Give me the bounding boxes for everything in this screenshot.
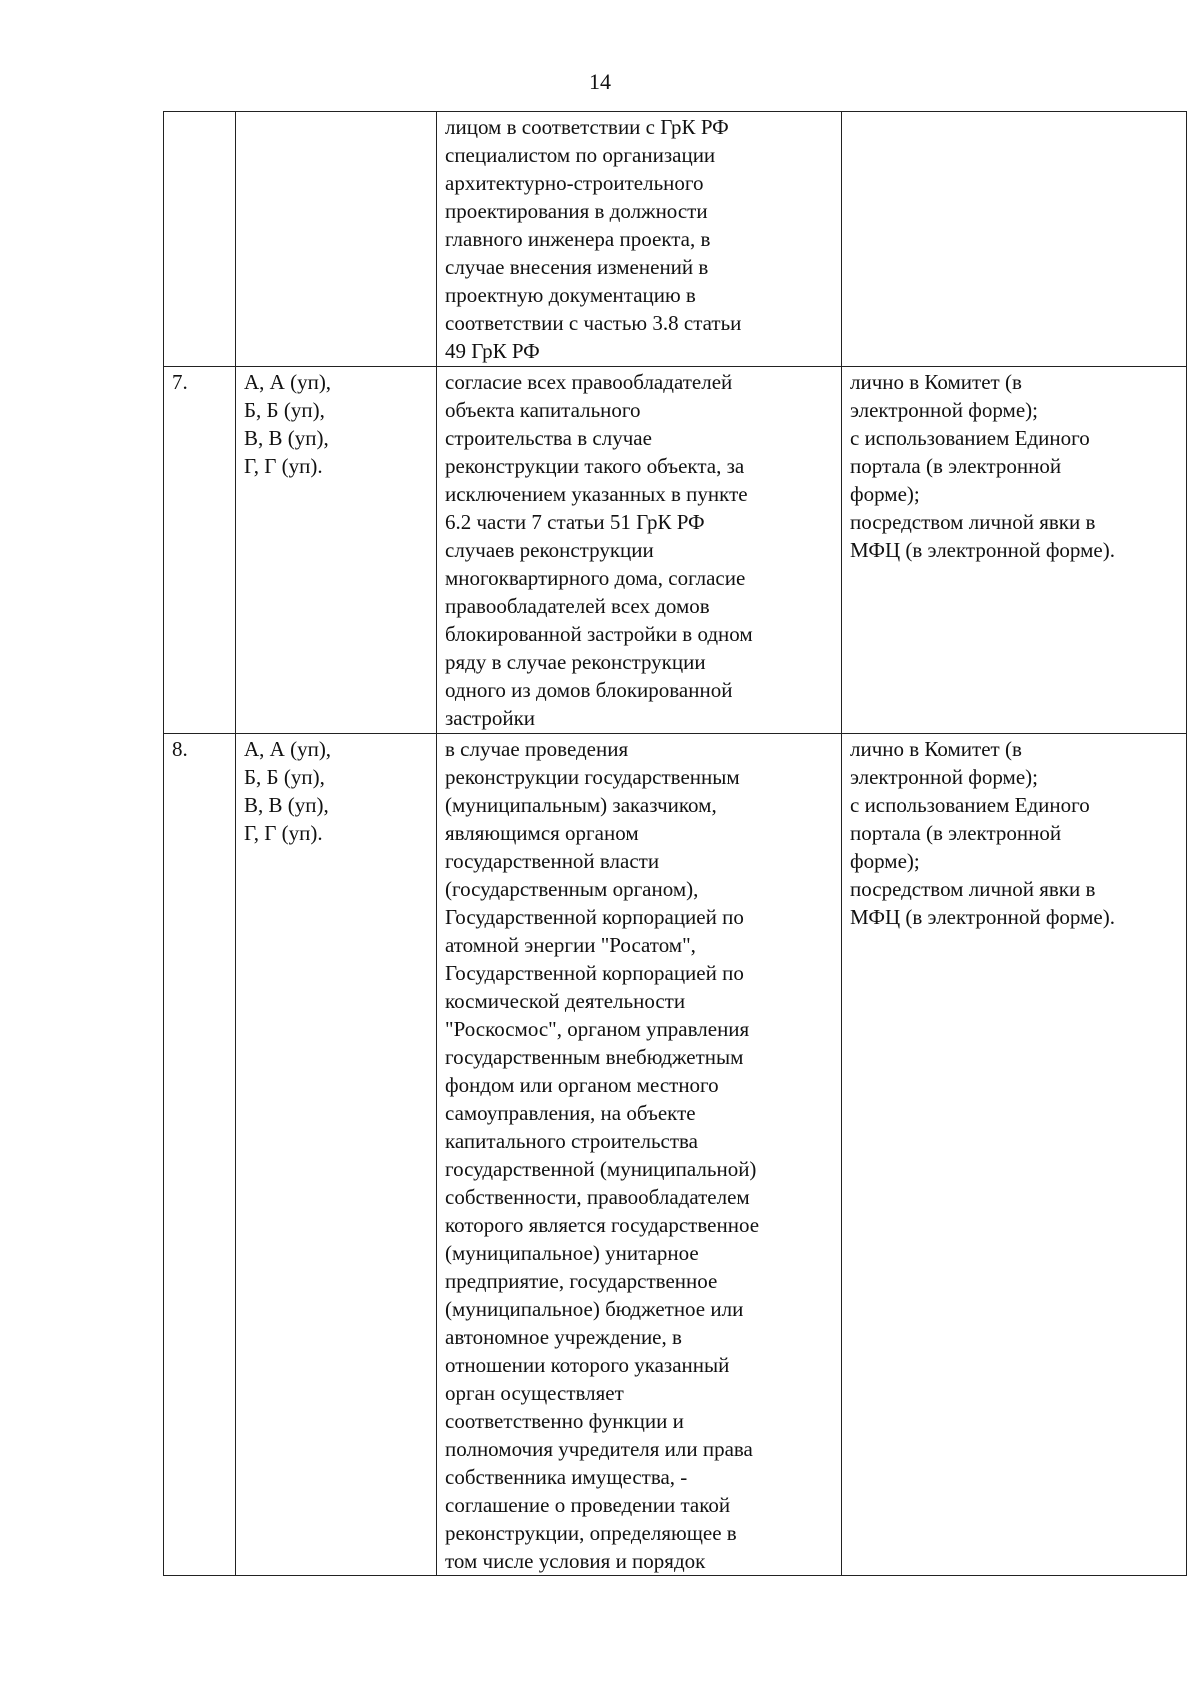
text-line: А, А (уп),	[244, 370, 332, 394]
text-line: 49 ГрК РФ	[445, 339, 540, 363]
text-line: застройки	[445, 706, 536, 730]
text-line: посредством личной явки в	[850, 510, 1096, 534]
text-line: (муниципальное) бюджетное или	[445, 1297, 744, 1321]
submission-methods	[850, 735, 1178, 931]
document-description-cell	[437, 112, 842, 367]
text-line: электронной форме);	[850, 398, 1038, 422]
text-line: правообладателей всех домов	[445, 594, 710, 618]
text-line: соглашение о проведении такой	[445, 1493, 731, 1517]
text-line: собственника имущества, -	[445, 1465, 688, 1489]
text-line: том числе условия и порядок	[445, 1549, 706, 1573]
row-number-cell	[164, 367, 236, 734]
text-line: Б, Б (уп),	[244, 765, 325, 789]
text-line: электронной форме);	[850, 765, 1038, 789]
text-line: которого является государственное	[445, 1213, 760, 1237]
text-line: космической деятельности	[445, 989, 686, 1013]
text-line: портала (в электронной	[850, 454, 1062, 478]
document-description-cell	[437, 734, 842, 1576]
text-line: (муниципальным) заказчиком,	[445, 793, 717, 817]
text-line: Г, Г (уп).	[244, 821, 323, 845]
text-line: государственным внебюджетным	[445, 1045, 744, 1069]
text-line: ряду в случае реконструкции	[445, 650, 706, 674]
document-description-cell	[437, 367, 842, 734]
text-line: исключением указанных в пункте	[445, 482, 748, 506]
table-row	[164, 734, 1187, 1576]
text-line: многоквартирного дома, согласие	[445, 566, 746, 590]
table-row	[164, 367, 1187, 734]
text-line: собственности, правообладателем	[445, 1185, 750, 1209]
text-line: с использованием Единого	[850, 426, 1090, 450]
applicant-categories	[244, 368, 428, 480]
table-row	[164, 112, 1187, 367]
text-line: случаев реконструкции	[445, 538, 654, 562]
text-line: 6.2 части 7 статьи 51 ГрК РФ	[445, 510, 705, 534]
document-description	[445, 113, 833, 365]
text-line: форме);	[850, 482, 920, 506]
text-line: посредством личной явки в	[850, 877, 1096, 901]
document-description	[445, 735, 833, 1575]
text-line: являющимся органом	[445, 821, 639, 845]
text-line: согласие всех правообладателей	[445, 370, 733, 394]
text-line: лично в Комитет (в	[850, 370, 1022, 394]
applicant-categories	[244, 735, 428, 847]
text-line: самоуправления, на объекте	[445, 1101, 696, 1125]
row-number-cell	[164, 112, 236, 367]
text-line: архитектурно-строительного	[445, 171, 704, 195]
text-line: Б, Б (уп),	[244, 398, 325, 422]
text-line: строительства в случае	[445, 426, 652, 450]
text-line: МФЦ (в электронной форме).	[850, 538, 1115, 562]
text-line: с использованием Единого	[850, 793, 1090, 817]
text-line: лично в Комитет (в	[850, 737, 1022, 761]
text-line: (государственным органом),	[445, 877, 699, 901]
text-line: в случае проведения	[445, 737, 629, 761]
text-line: капитального строительства	[445, 1129, 698, 1153]
text-line: реконструкции такого объекта, за	[445, 454, 745, 478]
documents-table	[163, 111, 1187, 1576]
text-line: реконструкции государственным	[445, 765, 740, 789]
text-line: Государственной корпорацией по	[445, 961, 744, 985]
text-line: проектирования в должности	[445, 199, 708, 223]
text-line: А, А (уп),	[244, 737, 332, 761]
text-line: блокированной застройки в одном	[445, 622, 753, 646]
text-line: атомной энергии "Росатом",	[445, 933, 696, 957]
text-line: лицом в соответствии с ГрК РФ	[445, 115, 729, 139]
text-line: реконструкции, определяющее в	[445, 1521, 737, 1545]
text-line: одного из домов блокированной	[445, 678, 733, 702]
text-line: фондом или органом местного	[445, 1073, 719, 1097]
text-line: В, В (уп),	[244, 793, 329, 817]
text-line: государственной власти	[445, 849, 660, 873]
text-line: объекта капитального	[445, 398, 641, 422]
text-line: форме);	[850, 849, 920, 873]
submission-methods-cell	[842, 734, 1187, 1576]
text-line: Г, Г (уп).	[244, 454, 323, 478]
text-line: МФЦ (в электронной форме).	[850, 905, 1115, 929]
table-body	[164, 112, 1187, 1576]
text-line: случае внесения изменений в	[445, 255, 709, 279]
applicant-categories-cell	[236, 112, 437, 367]
text-line: автономное учреждение, в	[445, 1325, 682, 1349]
applicant-categories-cell	[236, 734, 437, 1576]
submission-methods-cell	[842, 112, 1187, 367]
submission-methods	[850, 368, 1178, 564]
text-line: соответствии с частью 3.8 статьи	[445, 311, 742, 335]
text-line: специалистом по организации	[445, 143, 716, 167]
text-line: орган осуществляет	[445, 1381, 624, 1405]
submission-methods-cell	[842, 367, 1187, 734]
text-line: проектную документацию в	[445, 283, 696, 307]
row-number-cell	[164, 734, 236, 1576]
text-line: (муниципальное) унитарное	[445, 1241, 699, 1265]
text-line: главного инженера проекта, в	[445, 227, 711, 251]
text-line: портала (в электронной	[850, 821, 1062, 845]
page-number: 14	[589, 69, 611, 94]
text-line: соответственно функции и	[445, 1409, 684, 1433]
text-line: Государственной корпорацией по	[445, 905, 744, 929]
document-description	[445, 368, 833, 732]
text-line: государственной (муниципальной)	[445, 1157, 757, 1181]
text-line: В, В (уп),	[244, 426, 329, 450]
applicant-categories-cell	[236, 367, 437, 734]
row-number: 8.	[172, 737, 188, 761]
row-number: 7.	[172, 370, 188, 394]
text-line: отношении которого указанный	[445, 1353, 730, 1377]
text-line: предприятие, государственное	[445, 1269, 718, 1293]
text-line: полномочия учредителя или права	[445, 1437, 753, 1461]
text-line: "Роскосмос", органом управления	[445, 1017, 750, 1041]
